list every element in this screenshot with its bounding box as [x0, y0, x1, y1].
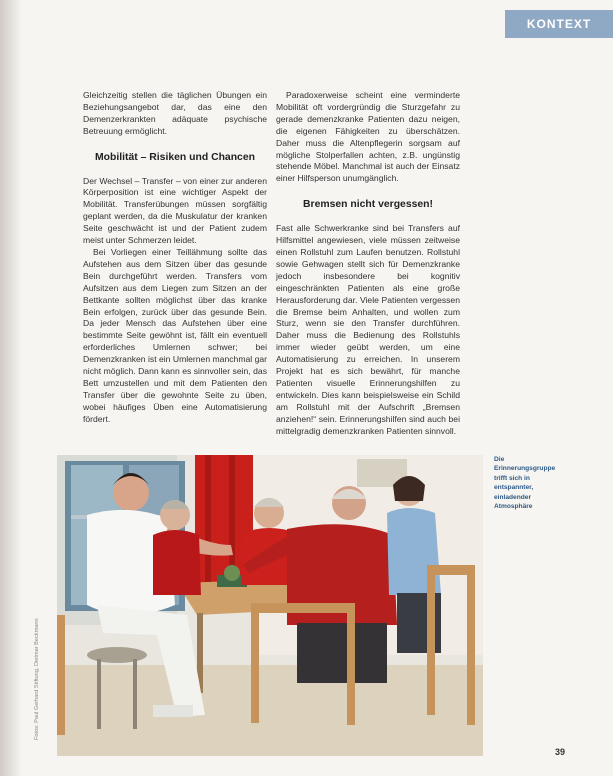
- group-photo-illustration: [57, 455, 483, 756]
- section-tab: KONTEXT: [505, 10, 613, 38]
- left-column: [83, 90, 267, 426]
- page-gutter-shadow: [0, 0, 22, 776]
- paragraph-transfer: Der Wechsel – Transfer – von einer zur anderen Körperposition ist eine wichtiger Aspekt der Mobilität. Transferübungen müssen sorgfältig geplant werden, da die Muskulatur der kranken Seite geschwächt ist und der Patient zudem meist unter Schmerzen leidet.: [83, 175, 267, 246]
- right-column: [276, 90, 460, 437]
- intro-paragraph: Gleichzeitig stellen die täglichen Übungen ein Beziehungsangebot dar, das eine den Demenzerkrankten adäquate psychische Betreuung ermöglicht.: [83, 90, 267, 136]
- paragraph-paradox: Paradoxerweise scheint eine verminderte Mobilität oft vordergründig die Sturzgefahr zu gerade demenzkranke Patienten dazu neigen, die eigenen Fähigkeiten zu überschätzen. Daher muss die Altenpflegerin sorgsam auf mögliche Stolperfallen achten, z.B. ungünstig stehende Möbel. Manchmal ist auch der Einsatz einer Hilfsperson unumgänglich.: [276, 90, 460, 184]
- group-photo: [57, 455, 483, 756]
- photo-caption: Die Erinnerungsgruppe trifft sich in entspannter, einladender Atmosphäre: [494, 456, 556, 511]
- paragraph-wheelchair: Fast alle Schwerkranke sind bei Transfers auf Hilfsmittel angewiesen, viele müssen zeitweise einen Rollstuhl zum Laufen benutzen. Rollstuhl sowie Gehwagen stellt sich für Demenzkranke jedoch insbesondere bei kognitiv eingeschränkten Patienten als eine große Herausforderung dar. Viele Patienten vergessen die Bremse beim Anhalten, und wollen zum Sturz, wenn sie den Transfer durchführen. Daher muss die Bedienung des Rollstuhls immer wieder geübt werden, um eine Automatisierung zu erreichen. In unserem Projekt hat es sich bewährt, für manche Patienten visuelle Erinnerungshilfen zu entwickeln. Dies kann beispielsweise ein Schild am Rollstuhl mit der Aufschrift „Bremsen anziehen!“ sein. Erinnerungshilfen sind auch bei mittelgradig demenzkranken Patienten sinnvoll.: [276, 223, 460, 436]
- photo-credit: Fotos: Paul Gerhard Stiftung, Dietmar Beckmann: [34, 618, 40, 740]
- section-heading-mobility: Mobilität – Risiken und Chancen: [95, 151, 255, 163]
- section-heading-brakes: Bremsen nicht vergessen!: [303, 199, 433, 211]
- page-number: 39: [555, 747, 566, 757]
- paragraph-paralysis: Bei Vorliegen einer Teillähmung sollte das Aufstehen aus dem Sitzen über das gesunde Bein durchgeführt werden. Transfers vom Aufsitzen aus dem Liegen zum Sitzen an der Bettkante sollten möglichst über das kranke Bein erfolgen, zurück über das gesunde Bein. Da jeder Mensch das Aufstehen über eine bestimmte Seite gewöhnt ist, fällt ein eventuell erforderliches Umlernen schwer; bei Demenzkranken ist ein Umlernen manchmal gar nicht möglich. Dann kann es sinnvoller sein, das Bett umzustellen und mit dem Patienten den Transfer über die gewohnte Seite zu üben, wobei häufiges Üben eine Automatisierung fördert.: [83, 246, 267, 424]
